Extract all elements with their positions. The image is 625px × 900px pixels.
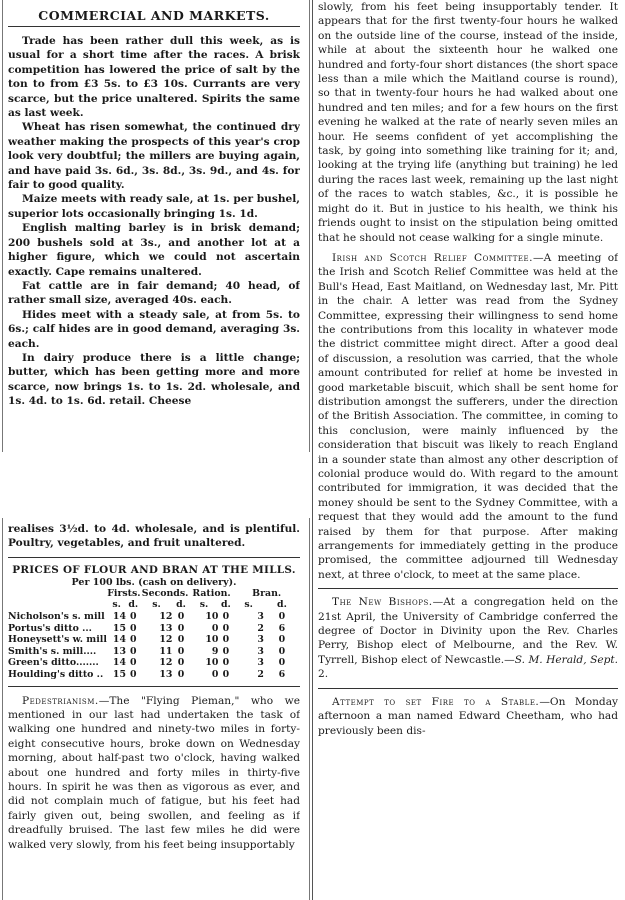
unit-cell: d. — [176, 599, 186, 611]
price-cell: 12 — [159, 657, 173, 669]
price-cell: 11 — [159, 645, 173, 657]
article-rule — [318, 688, 618, 689]
table-rule-bottom — [8, 686, 300, 687]
price-cell: 0 — [129, 668, 137, 680]
pedestrianism-title: Pedestrianism. — [22, 694, 99, 707]
new-bishops-title: The New Bishops. — [332, 596, 433, 609]
lower-left-column — [8, 522, 300, 900]
paragraph-barley: English malting barley is in brisk demand; 200 bushels sold at 3s., and another lot at a higher figure, which we could not ascertain exactly. Cape remains unaltered. — [8, 222, 300, 278]
price-cell: 2 — [257, 622, 264, 634]
new-bishops-article — [318, 595, 618, 681]
price-row — [8, 669, 300, 681]
unit-cell: s. — [152, 599, 161, 611]
col-header-ration: Ration. — [192, 587, 231, 599]
price-cell: 0 — [177, 611, 185, 622]
price-cell: 10 — [205, 634, 219, 646]
price-cell: 3 — [257, 634, 264, 646]
new-bishops-body: —At a congregation held on the 21st April, the University of Cambridge conferred the degree of Doctor in Divinity upon the Rev. Charles Perry, Bishop elect of Melbourne, and the Rev. W. Tyrrell, Bishop elect of Newcastle.— — [318, 596, 618, 666]
market-continuation: realises 3½d. to 4d. wholesale, and is plentiful. Poultry, vegetables, and fruit unaltered. — [8, 523, 300, 550]
col-header-firsts: Firsts. — [107, 587, 141, 599]
price-cell: 0 — [129, 634, 137, 646]
mill-name: Honeysett's w. mill — [8, 634, 107, 646]
price-cell: 0 — [222, 645, 230, 657]
price-cell: 14 — [112, 657, 126, 669]
price-table-title: PRICES OF FLOUR AND BRAN AT THE MILLS. — [12, 563, 296, 576]
paragraph-trade: Trade has been rather dull this week, as is usual for a short time after the races. A brisk competition has lowered the price of salt by the ton to from £3 5s. to £3 10s. Currants are very scarce, but the price unaltered. Spirits the same as last week. — [8, 35, 300, 120]
unit-cell: s. — [199, 599, 209, 611]
price-cell: 0 — [278, 657, 286, 669]
price-cell: 0 — [222, 657, 230, 669]
mill-name: Smith's s. mill.... — [8, 645, 97, 657]
price-cell: 0 — [177, 634, 185, 646]
stable-fire-body: —On Monday afternoon a man named Edward Cheetham, who had previously been dis- — [318, 695, 618, 737]
heading-rule — [8, 26, 300, 27]
price-cell: 0 — [177, 622, 185, 634]
stable-fire-title: Attempt to set Fire to a Stable. — [332, 695, 540, 708]
market-report — [8, 34, 300, 409]
irish-scotch-title: Irish and Scotch Relief Committee. — [332, 251, 534, 264]
price-cell: 0 — [129, 611, 137, 622]
col-header-bran: Bran. — [252, 587, 282, 599]
price-cell: 6 — [278, 668, 286, 680]
price-cell: 14 — [112, 634, 126, 646]
price-cell: 3 — [257, 645, 264, 657]
price-cell: 10 — [205, 611, 219, 622]
price-cell: 10 — [205, 657, 219, 669]
unit-cell: d. — [220, 599, 231, 611]
pedestrianism-body: —The "Flying Pieman," who we mentioned in our last had undertaken the task of walking one hundred and ninety-two miles in forty-eight consecutive hours, broke down on Wednesday morning, about half-past two o'clock, having walked about one hundred and forty miles in thirty-five hours. In spirit he was then as vigorous as ever, and did not complain much of fatigue, but his feet had fairly given out, being swollen, and feeling as if dreadfully bruised. The last few miles he did were walked very slowly, from his feet being insupportably — [8, 694, 300, 851]
table-rule-top — [8, 557, 300, 558]
pedestrianism-article — [8, 694, 300, 852]
price-cell: 14 — [112, 611, 126, 622]
price-cell: 3 — [257, 657, 264, 669]
price-cell: 0 — [222, 634, 230, 646]
price-cell: 0 — [222, 668, 230, 680]
price-cell: 0 — [211, 668, 219, 680]
price-row — [8, 634, 300, 646]
mill-name: Portus's ditto ... — [8, 622, 92, 634]
price-cell: 0 — [129, 645, 137, 657]
price-cell: 12 — [159, 611, 173, 622]
col-header-seconds: Seconds. — [141, 587, 189, 599]
new-bishops-source: S. M. Herald, Sept. — [514, 653, 618, 666]
paragraph-dairy: In dairy produce there is a little change; butter, which has been getting more and more scarce, now brings 1s. to 1s. 2d. wholesale, and 1s. 4d. to 1s. 6d. retail. Cheese — [8, 351, 300, 408]
price-cell: 0 — [222, 611, 230, 622]
right-column — [318, 0, 618, 900]
price-cell: 13 — [159, 622, 173, 634]
price-cell: 3 — [257, 611, 264, 622]
section-heading: COMMERCIAL AND MARKETS. — [38, 8, 270, 23]
price-table-body — [8, 611, 300, 681]
price-row — [8, 611, 300, 623]
price-cell: 2 — [257, 668, 264, 680]
price-cell: 12 — [159, 634, 173, 646]
commercial-markets-column — [8, 4, 300, 450]
column-divider — [312, 0, 313, 900]
new-bishops-source-num: 2. — [318, 668, 329, 681]
price-cell: 0 — [129, 657, 137, 669]
paragraph-hides: Hides meet with a steady sale, at from 5s. to 6s.; calf hides are in good demand, averaging 3s. each. — [8, 308, 300, 350]
stable-fire-article — [318, 695, 618, 738]
price-cell: 0 — [222, 622, 230, 634]
table-units-row — [8, 599, 300, 611]
price-cell: 0 — [177, 645, 185, 657]
price-cell: 0 — [278, 611, 286, 622]
unit-cell: d. — [277, 599, 287, 611]
price-cell: 0 — [278, 645, 286, 657]
paragraph-cattle: Fat cattle are in fair demand; 40 head, of rather small size, averaged 40s. each. — [8, 279, 300, 307]
price-row — [8, 623, 300, 635]
pedestrianism-continuation: slowly, from his feet being insupportably tender. It appears that for the first twenty-four hours he walked on the outside line of the course, instead of the inside, while at about the sixteenth hour he walked one hundred and forty-four short distances (the short space less than a mile which the Maitland course is round), so that in twenty-four hours he had walked about one hundred and ten miles; and for a few hours on the first evening he walked at the rate of nearly seven miles an hour. He seems confident of yet accomplishing the task, by going into something like training for it; and, looking at the trying life (anything but training) he led during the races last week, remaining up the last night of the races to watch stables, &c., it is possible he might do it. But in justice to his health, we think his friends ought to insist on the stipulation being omitted that he should not cease walking for a single minute. — [318, 1, 618, 244]
mill-name: Houlding's ditto .. — [8, 668, 104, 680]
flour-bran-price-table — [8, 588, 300, 681]
price-cell: 9 — [211, 645, 219, 657]
price-cell: 15 — [112, 668, 126, 680]
irish-scotch-body: —A meeting of the Irish and Scotch Relief Committee was held at the Bull's Head, East Maitland, on Wednesday last, Mr. Pitt in the chair. A letter was read from the Sydney Committee, expressing their willingness to send home the contributions from this locality in whatever mode the district committee might direct. After a good deal of discussion, a resolution was carried, that the whole amount contributed for relief at home be invested in good marketable biscuit, which shall be sent home for distribution amongst the sufferers, under the direction of the British Association. The committee, in coming to this conclusion, were mainly influenced by the consideration that biscuit was likely to reach England in a sounder state than almost any other description of colonial produce would do. With regard to the amount contributed for immigration, it was decided that the money should be sent to the Sydney Committee, with a request that they would add the amount to the fund raised by them for that purpose. After making arrangements for immediately getting in the produce promised, the committee adjourned till Wednesday next, at three o'clock, to meet at the same place. — [318, 251, 618, 581]
article-rule — [318, 588, 618, 589]
unit-cell: s. — [244, 599, 253, 611]
mill-name: Nicholson's s. mill — [8, 611, 105, 622]
paragraph-wheat: Wheat has risen somewhat, the continued dry weather making the prospects of this year's crop look very doubtful; the millers are buying again, and have paid 3s. 6d., 3s. 8d., 3s. 9d., and 4s. for fair to good quality. — [8, 121, 300, 192]
price-cell: 0 — [211, 622, 219, 634]
price-cell: 0 — [278, 634, 286, 646]
unit-cell: d. — [128, 599, 139, 611]
price-cell: 0 — [129, 622, 137, 634]
unit-cell: s. — [112, 599, 121, 611]
price-cell: 0 — [177, 668, 185, 680]
mill-name: Green's ditto....... — [8, 657, 99, 669]
price-cell: 6 — [278, 622, 286, 634]
price-cell: 0 — [177, 657, 185, 669]
irish-scotch-article — [318, 251, 618, 582]
price-cell: 15 — [112, 622, 126, 634]
price-row — [8, 646, 300, 658]
table-header-row — [8, 588, 300, 600]
price-row — [8, 657, 300, 669]
price-table-subtitle: Per 100 lbs. (cash on delivery). — [71, 576, 237, 588]
price-cell: 13 — [159, 668, 173, 680]
price-cell: 13 — [112, 645, 126, 657]
paragraph-maize: Maize meets with ready sale, at 1s. per bushel, superior lots occasionally bringing 1s. 1d. — [8, 193, 300, 220]
